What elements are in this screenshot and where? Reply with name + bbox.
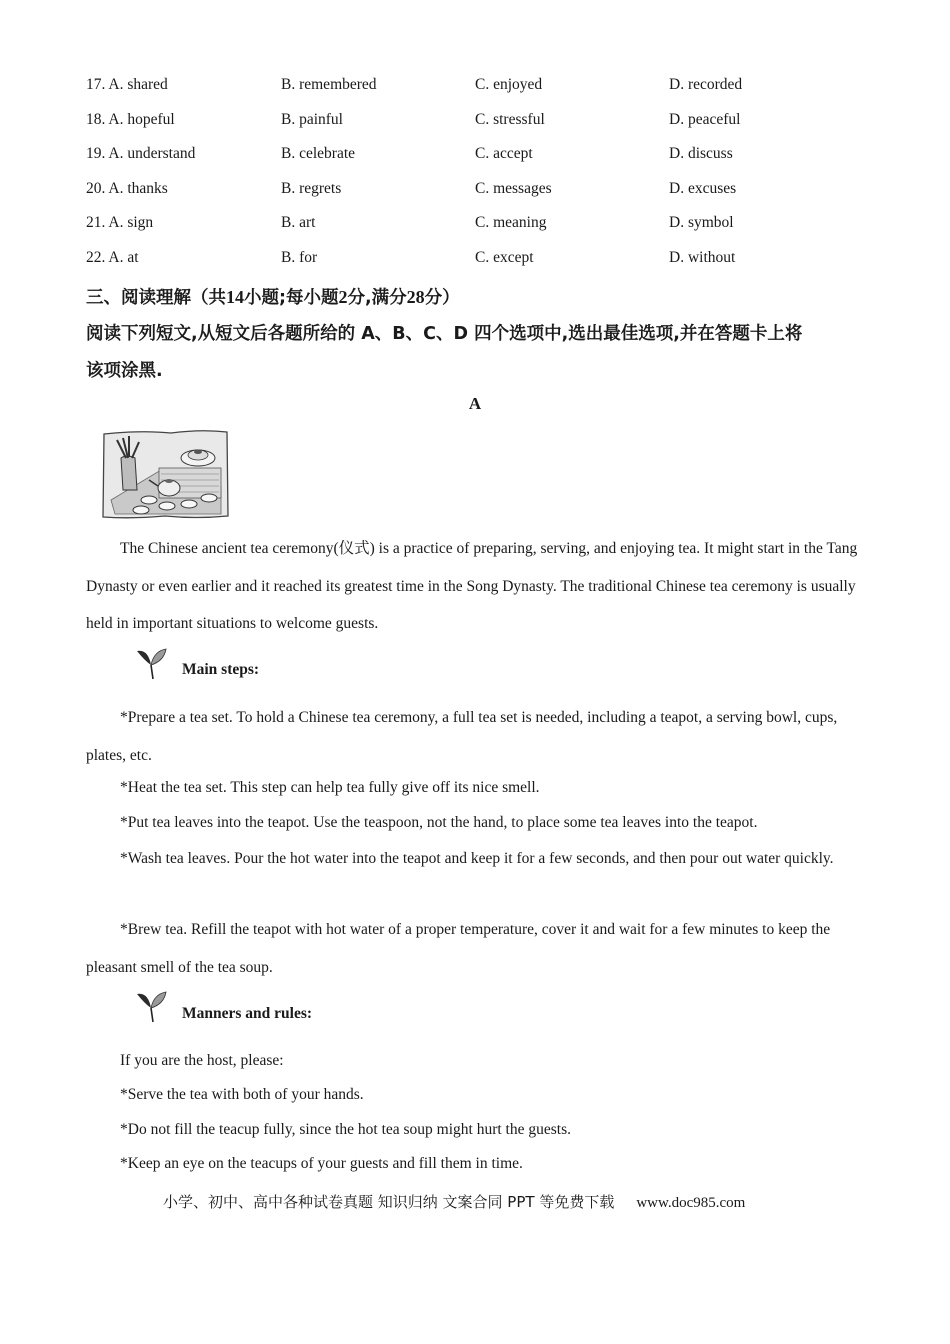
footer-url[interactable]: www.doc985.com [636,1195,746,1211]
instruction-line-2: 该项涂黑. [86,361,163,381]
manners-heading: Manners and rules: [182,1005,313,1022]
option-a: 18. A. hopeful [86,111,175,128]
option-a: 20. A. thanks [86,180,168,197]
option-b: B. painful [281,111,343,128]
option-d: D. symbol [669,214,734,231]
option-d: D. without [669,249,736,266]
section-heading: 三、阅读理解（共14小题;每小题2分,满分28分） [86,287,460,308]
option-d: D. recorded [669,76,743,93]
step-item: *Put tea leaves into the teapot. Use the teaspoon, not the hand, to place some tea leaves into the teapot. [120,814,758,831]
option-row-17 [0,76,950,100]
option-b: B. regrets [281,180,342,197]
option-row-22 [0,249,950,273]
option-row-20 [0,180,950,204]
option-d: D. peaceful [669,111,741,128]
main-steps-heading: Main steps: [182,661,260,678]
option-b: B. art [281,214,316,231]
option-b: B. remembered [281,76,377,93]
rule-item: *Serve the tea with both of your hands. [120,1086,364,1103]
option-a: 17. A. shared [86,76,168,93]
instruction-line-1: 阅读下列短文,从短文后各题所给的 A、B、C、D 四个选项中,选出最佳选项,并在答题卡上将 [86,324,803,344]
intro-paragraph: The Chinese ancient tea ceremony(仪式) is a practice of preparing, serving, and enjoying tea. It might start in the Tang Dynasty or even earlier and it reached its greatest time in the Song Dynasty. The traditional Chinese tea ceremony is usually held in important situations to welcome guests. [86,540,858,632]
passage-label: A [468,394,482,413]
option-a: 21. A. sign [86,214,154,231]
option-c: C. accept [475,145,533,162]
option-d: D. excuses [669,180,737,197]
rule-item: *Keep an eye on the teacups of your guests and fill them in time. [120,1155,523,1172]
option-a: 19. A. understand [86,145,196,162]
option-c: C. except [475,249,534,266]
option-b: B. celebrate [281,145,356,162]
option-c: C. meaning [475,214,547,231]
option-d: D. discuss [669,145,733,162]
leaf-icon [134,645,168,681]
tea-set-illustration [101,428,229,520]
step-item: *Prepare a tea set. To hold a Chinese tea ceremony, a full tea set is needed, including a teapot, a serving bowl, cups, plates, etc. [86,709,838,764]
step-item: *Brew tea. Refill the teapot with hot water of a proper temperature, cover it and wait for a few minutes to keep the pleasant smell of the tea soup. [86,921,831,976]
option-a: 22. A. at [86,249,139,266]
option-row-19 [0,145,950,169]
step-item: *Heat the tea set. This step can help tea fully give off its nice smell. [120,779,540,796]
leaf-icon [134,988,168,1024]
rule-item: *Do not fill the teacup fully, since the hot tea soup might hurt the guests. [120,1121,571,1138]
option-c: C. messages [475,180,552,197]
option-b: B. for [281,249,318,266]
footer-text: 小学、初中、高中各种试卷真题 知识归纳 文案合同 PPT 等免费下载 [163,1193,615,1211]
step-item: *Wash tea leaves. Pour the hot water into the teapot and keep it for a few seconds, and then pour out water quickly. [120,850,834,867]
host-intro: If you are the host, please: [120,1052,284,1069]
option-row-21 [0,214,950,238]
footer [163,1191,745,1212]
option-c: C. enjoyed [475,76,543,93]
option-c: C. stressful [475,111,545,128]
option-row-18 [0,111,950,135]
